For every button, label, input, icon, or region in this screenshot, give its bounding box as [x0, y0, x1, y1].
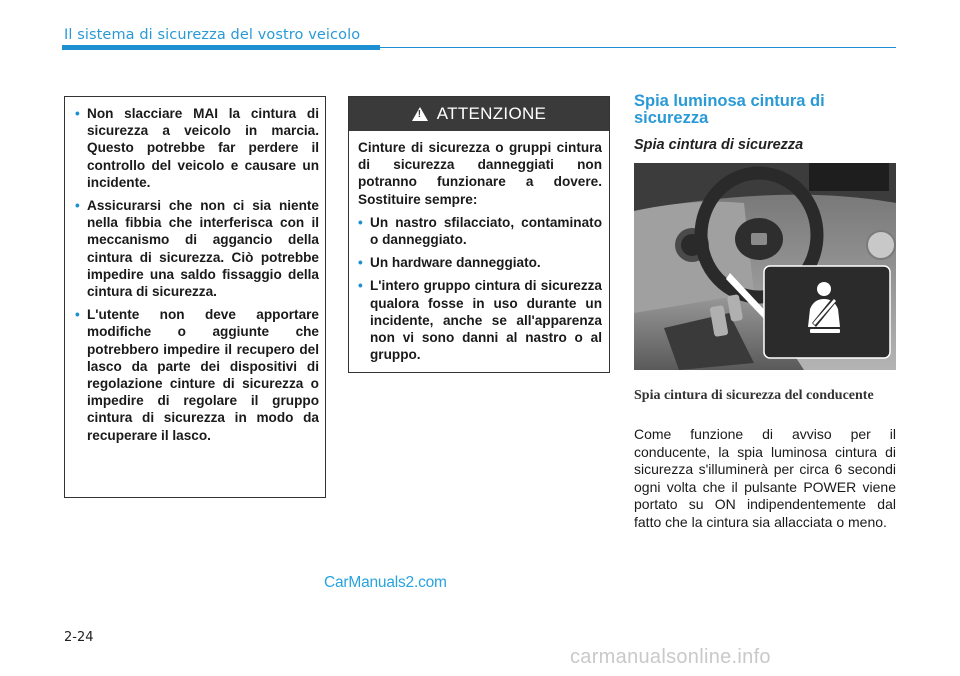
warning-item: • Un hardware danneggiato. — [358, 254, 602, 271]
warning-header — [349, 97, 609, 131]
dashboard-figure — [634, 163, 896, 370]
caution-item: • L'utente non deve apportare modifiche o aggiunte che potrebbero impedire il recupero del lasco da parte dei dispositivi di regolazione cinture di sicurezza o impedire di regolare il gruppo cintura di sicurezza in modo da recuperare il lasco. — [75, 306, 319, 444]
header-rule — [380, 47, 896, 48]
warning-item: • Un nastro sfilacciato, contaminato o danneggiato. — [358, 214, 602, 248]
caution-list — [75, 105, 319, 444]
warning-box — [348, 96, 610, 373]
header-bar — [62, 45, 380, 50]
warning-list — [358, 214, 602, 364]
warning-intro: Cinture di sicurezza o gruppi cintura di sicurezza danneggiati non potranno funzionare a dovere. Sostituire sempre: — [358, 140, 602, 207]
warning-triangle-icon — [412, 107, 428, 121]
body-paragraph: Come funzione di avviso per il conducente, la spia luminosa cintura di sicurezza s'illuminerà per circa 6 secondi ogni volta che il pulsante POWER viene portato su ON indipendentemente dal fatto che la cintura sia allacciata o meno. — [634, 426, 896, 530]
header-title: Il sistema di sicurezza del vostro veicolo — [64, 27, 361, 43]
watermark-link[interactable]: CarManuals2.com — [324, 574, 447, 591]
warning-body — [349, 131, 609, 363]
caution-item: • Non slacciare MAI la cintura di sicurezza a veicolo in marcia. Questo potrebbe far perdere il controllo del veicolo e causare un incidente. — [75, 105, 319, 191]
figure-caption: Spia cintura di sicurezza del conducente — [634, 388, 874, 403]
page-number: 2-24 — [64, 630, 94, 645]
footer-watermark: carmanualsonline.info — [570, 646, 771, 668]
warning-heading: ATTENZIONE — [436, 104, 547, 123]
dashboard-illustration — [634, 163, 896, 370]
caution-item: • Assicurarsi che non ci sia niente nella fibbia che interferisca con il meccanismo di aggancio della cintura di sicurezza. Ciò potrebbe impedire una saldo fissaggio della cintura di sicurezza. — [75, 197, 319, 300]
warning-item: • L'intero gruppo cintura di sicurezza qualora fosse in uso durante un incidente, anche se all'apparenza non vi sono danni al nastro o al gruppo. — [358, 277, 602, 363]
section-subtitle: Spia cintura di sicurezza — [634, 137, 804, 153]
section-title: Spia luminosa cintura di sicurezza — [634, 92, 825, 127]
caution-box — [64, 96, 326, 498]
